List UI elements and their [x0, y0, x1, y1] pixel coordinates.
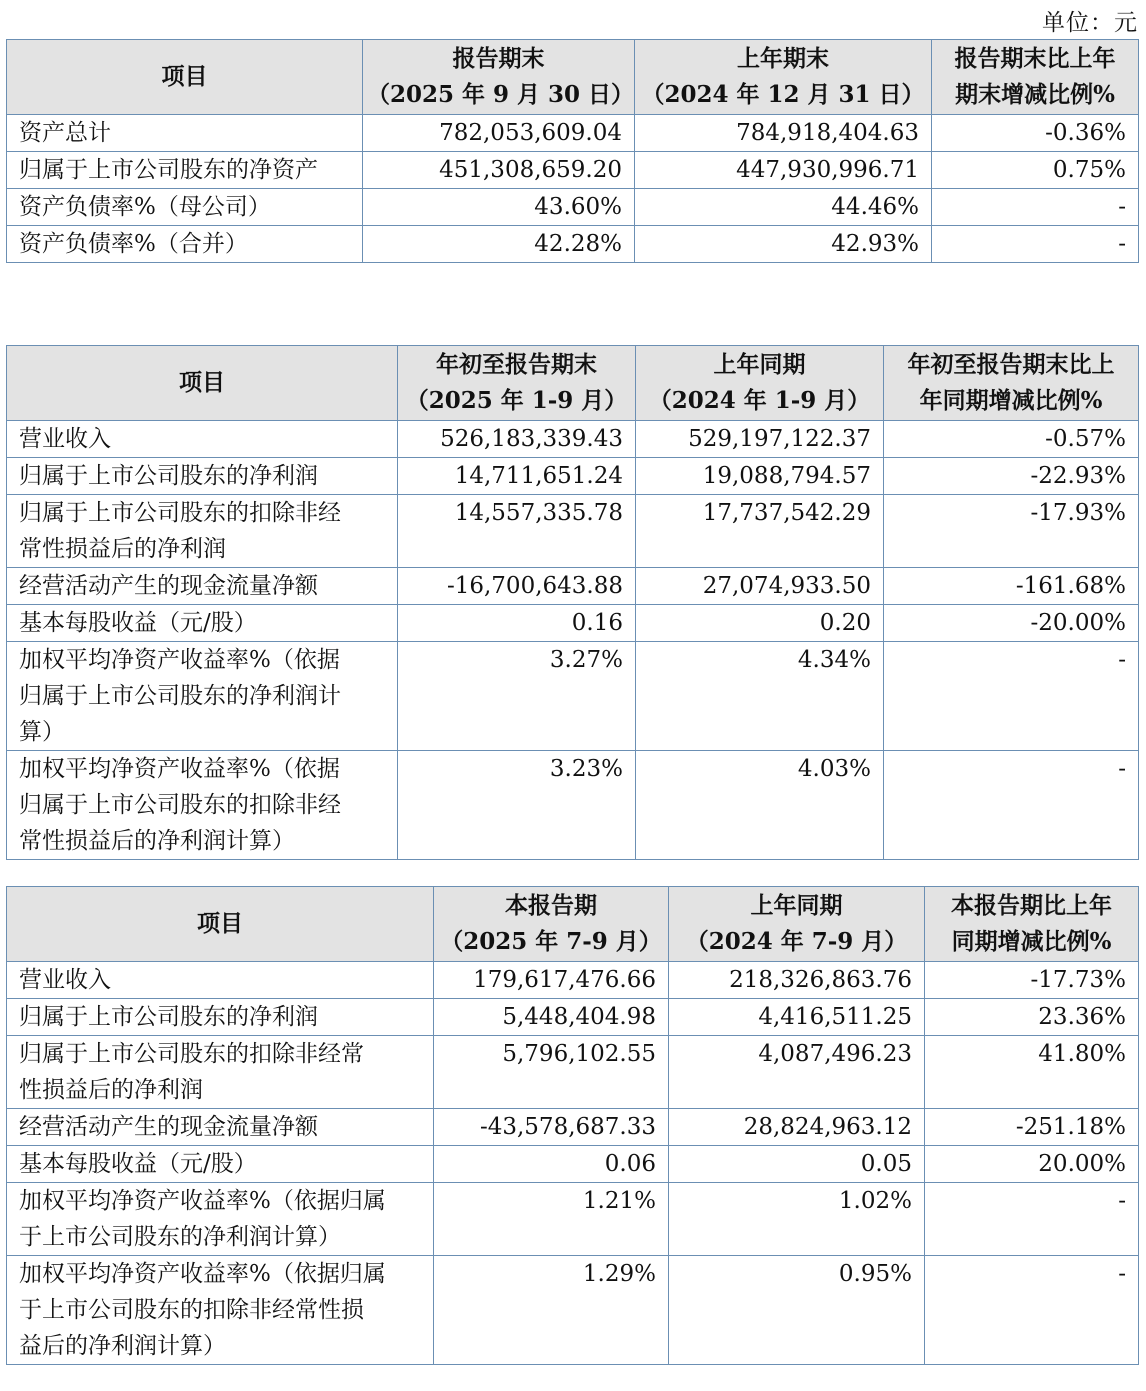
cell-v1: 43.60%	[363, 189, 635, 226]
table-row	[7, 1036, 1139, 1109]
header-line: （2025 年 1-9 月）	[405, 387, 628, 414]
cell-v3: -	[932, 226, 1139, 263]
table-row	[7, 962, 1139, 999]
row-label-line: 营业收入	[19, 967, 111, 993]
header-prior-period	[636, 346, 884, 421]
table-row	[7, 605, 1139, 642]
row-label-line: 经营活动产生的现金流量净额	[19, 1114, 318, 1140]
row-label	[7, 962, 434, 999]
cell-v2: 44.46%	[635, 189, 932, 226]
row-label: 归属于上市公司股东的净资产	[7, 152, 363, 189]
cell-v3: -	[884, 642, 1139, 751]
cell-v2: 28,824,963.12	[669, 1109, 925, 1146]
row-label-line: 加权平均净资产收益率%（依据	[19, 647, 340, 673]
cell-v2: 1.02%	[669, 1183, 925, 1256]
row-label-line: 归属于上市公司股东的净利润计	[19, 683, 341, 709]
row-label-line: 于上市公司股东的净利润计算）	[19, 1224, 341, 1250]
cell-v1: 3.27%	[398, 642, 636, 751]
row-label: 资产负债率%（母公司）	[7, 189, 363, 226]
cell-v3: 0.75%	[932, 152, 1139, 189]
cell-v1: 1.21%	[434, 1183, 669, 1256]
row-label-line: 经营活动产生的现金流量净额	[19, 573, 318, 599]
cell-v3: -	[884, 751, 1139, 860]
row-label	[7, 1183, 434, 1256]
header-line: 上年期末	[737, 45, 829, 72]
cell-v1: 5,796,102.55	[434, 1036, 669, 1109]
row-label-line: 归属于上市公司股东的净利润	[19, 1004, 318, 1030]
row-label-line: 归属于上市公司股东的扣除非经常	[19, 1041, 364, 1067]
header-line: 上年同期	[713, 351, 806, 378]
row-label-line: 基本每股收益（元/股）	[19, 610, 257, 636]
row-label	[7, 568, 398, 605]
row-label-line: 归属于上市公司股东的扣除非经	[19, 792, 341, 818]
row-label: 资产总计	[7, 115, 363, 152]
cell-v1: 451,308,659.20	[363, 152, 635, 189]
header-line: （2024 年 1-9 月）	[648, 387, 871, 414]
table-row	[7, 751, 1139, 860]
header-line: （2025 年 9 月 30 日）	[367, 81, 635, 108]
cell-v1: 42.28%	[363, 226, 635, 263]
cell-v1: -43,578,687.33	[434, 1109, 669, 1146]
cell-v3: -251.18%	[925, 1109, 1139, 1146]
header-row	[7, 887, 1139, 962]
cell-v1: 0.06	[434, 1146, 669, 1183]
row-label	[7, 421, 398, 458]
cell-v1: 782,053,609.04	[363, 115, 635, 152]
cell-v1: 5,448,404.98	[434, 999, 669, 1036]
cell-v2: 447,930,996.71	[635, 152, 932, 189]
row-label-line: 归属于上市公司股东的扣除非经	[19, 500, 341, 526]
cell-v2: 218,326,863.76	[669, 962, 925, 999]
header-item: 项目	[7, 887, 434, 962]
row-label-line: 加权平均净资产收益率%（依据归属	[19, 1261, 386, 1287]
header-line: 本报告期比上年	[951, 892, 1112, 919]
row-label-line: 常性损益后的净利润	[19, 536, 226, 562]
table-row	[7, 1256, 1139, 1365]
row-label	[7, 999, 434, 1036]
header-change-ratio	[932, 40, 1139, 115]
header-item: 项目	[7, 40, 363, 115]
row-label-line: 加权平均净资产收益率%（依据归属	[19, 1188, 386, 1214]
cell-v1: 1.29%	[434, 1256, 669, 1365]
table-row	[7, 226, 1139, 263]
row-label	[7, 751, 398, 860]
cell-v2: 529,197,122.37	[636, 421, 884, 458]
cell-v1: 526,183,339.43	[398, 421, 636, 458]
ytd-table	[6, 345, 1139, 860]
row-label: 资产负债率%（合并）	[7, 226, 363, 263]
table-row	[7, 642, 1139, 751]
header-ytd	[398, 346, 636, 421]
header-change-ratio	[884, 346, 1139, 421]
row-label	[7, 605, 398, 642]
header-report-period-end	[363, 40, 635, 115]
cell-v3: -20.00%	[884, 605, 1139, 642]
table-row	[7, 1183, 1139, 1256]
header-line: 上年同期	[750, 892, 843, 919]
row-label-line: 基本每股收益（元/股）	[19, 1151, 257, 1177]
header-line: 年初至报告期末比上	[907, 351, 1115, 378]
cell-v2: 4,416,511.25	[669, 999, 925, 1036]
cell-v2: 0.20	[636, 605, 884, 642]
header-line: 同期增减比例%	[951, 928, 1112, 955]
quarter-table	[6, 886, 1139, 1365]
row-label-line: 营业收入	[19, 426, 111, 452]
row-label-line: 加权平均净资产收益率%（依据	[19, 756, 340, 782]
cell-v1: 14,557,335.78	[398, 495, 636, 568]
header-current-period	[434, 887, 669, 962]
table-row	[7, 1146, 1139, 1183]
unit-label: 单位：元	[1042, 10, 1138, 36]
cell-v2: 784,918,404.63	[635, 115, 932, 152]
cell-v1: 179,617,476.66	[434, 962, 669, 999]
header-prior-period	[669, 887, 925, 962]
header-line: 报告期末	[452, 45, 545, 72]
cell-v3: 20.00%	[925, 1146, 1139, 1183]
header-line: （2024 年 7-9 月）	[685, 928, 908, 955]
row-label-line: 算）	[19, 719, 65, 745]
cell-v3: -22.93%	[884, 458, 1139, 495]
row-label-line: 于上市公司股东的扣除非经常性损	[19, 1297, 364, 1323]
cell-v3: -17.93%	[884, 495, 1139, 568]
row-label-line: 益后的净利润计算）	[19, 1333, 226, 1359]
header-change-ratio	[925, 887, 1139, 962]
cell-v2: 42.93%	[635, 226, 932, 263]
header-item: 项目	[7, 346, 398, 421]
row-label-line: 归属于上市公司股东的净利润	[19, 463, 318, 489]
cell-v2: 19,088,794.57	[636, 458, 884, 495]
table-row	[7, 152, 1139, 189]
row-label	[7, 458, 398, 495]
table-row	[7, 495, 1139, 568]
cell-v2: 17,737,542.29	[636, 495, 884, 568]
cell-v1: 14,711,651.24	[398, 458, 636, 495]
header-line: 期末增减比例%	[955, 81, 1115, 108]
row-label	[7, 1109, 434, 1146]
table-row	[7, 458, 1139, 495]
balance-table	[6, 39, 1139, 263]
cell-v3: -0.57%	[884, 421, 1139, 458]
cell-v2: 27,074,933.50	[636, 568, 884, 605]
header-line: 年同期增减比例%	[919, 387, 1103, 414]
header-line: 报告期末比上年	[954, 45, 1116, 72]
table-row	[7, 115, 1139, 152]
cell-v1: -16,700,643.88	[398, 568, 636, 605]
row-label	[7, 1036, 434, 1109]
cell-v2: 4,087,496.23	[669, 1036, 925, 1109]
cell-v3: -0.36%	[932, 115, 1139, 152]
cell-v3: -	[932, 189, 1139, 226]
header-row	[7, 346, 1139, 421]
cell-v3: -161.68%	[884, 568, 1139, 605]
cell-v2: 4.03%	[636, 751, 884, 860]
row-label-line: 常性损益后的净利润计算）	[19, 828, 295, 854]
table-row	[7, 189, 1139, 226]
header-line: （2025 年 7-9 月）	[440, 928, 662, 955]
row-label	[7, 642, 398, 751]
table-row	[7, 568, 1139, 605]
cell-v1: 3.23%	[398, 751, 636, 860]
cell-v2: 0.95%	[669, 1256, 925, 1365]
header-row	[7, 40, 1139, 115]
header-line: 本报告期	[505, 892, 597, 919]
cell-v3: -17.73%	[925, 962, 1139, 999]
row-label	[7, 495, 398, 568]
table-row	[7, 999, 1139, 1036]
table-row	[7, 421, 1139, 458]
cell-v1: 0.16	[398, 605, 636, 642]
header-line: （2024 年 12 月 31 日）	[641, 81, 925, 108]
row-label	[7, 1256, 434, 1365]
header-prior-year-end	[635, 40, 932, 115]
cell-v2: 0.05	[669, 1146, 925, 1183]
cell-v3: -	[925, 1183, 1139, 1256]
cell-v3: 23.36%	[925, 999, 1139, 1036]
cell-v3: -	[925, 1256, 1139, 1365]
row-label	[7, 1146, 434, 1183]
table-row	[7, 1109, 1139, 1146]
cell-v2: 4.34%	[636, 642, 884, 751]
row-label-line: 性损益后的净利润	[19, 1077, 203, 1103]
cell-v3: 41.80%	[925, 1036, 1139, 1109]
header-line: 年初至报告期末	[436, 351, 597, 378]
